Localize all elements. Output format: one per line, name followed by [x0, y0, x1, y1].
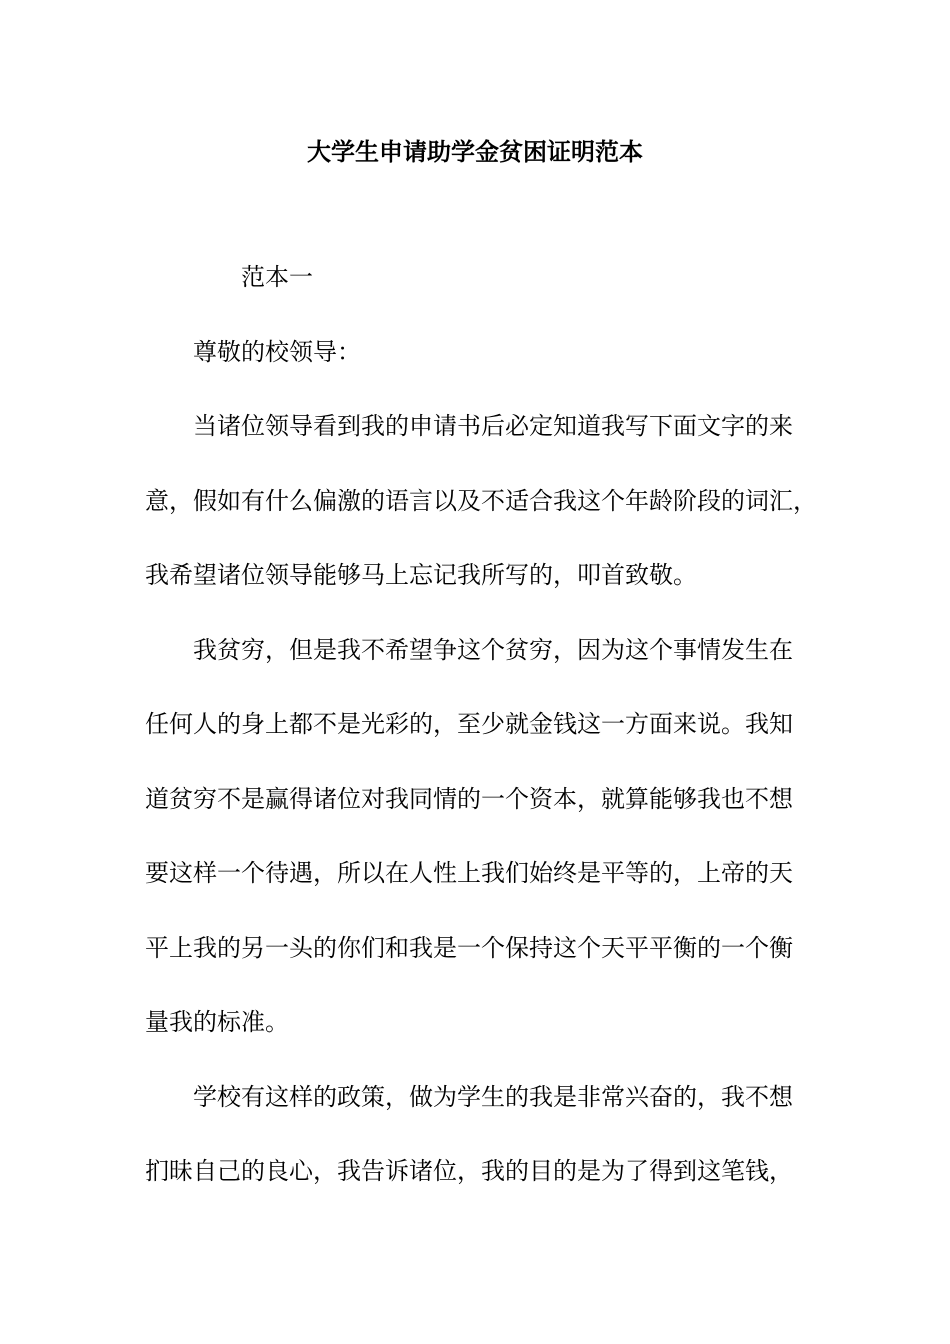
paragraph-2-line-3: 道贫穷不是赢得诸位对我同情的一个资本，就算能够我也不想 — [145, 785, 793, 813]
paragraph-1-line-2: 意，假如有什么偏激的语言以及不适合我这个年龄阶段的词汇， — [145, 487, 817, 515]
paragraph-2-line-4: 要这样一个待遇，所以在人性上我们始终是平等的，上帝的天 — [145, 859, 793, 887]
paragraph-2-line-2: 任何人的身上都不是光彩的，至少就金钱这一方面来说。我知 — [145, 710, 793, 738]
salutation: 尊敬的校领导： — [193, 338, 361, 366]
document-title: 大学生申请助学金贫困证明范本 — [307, 137, 643, 166]
paragraph-2-line-6: 量我的标准。 — [145, 1008, 289, 1036]
paragraph-3-line-2: 扪昧自己的良心，我告诉诸位，我的目的是为了得到这笔钱， — [145, 1157, 793, 1185]
section-label: 范本一 — [241, 263, 313, 291]
paragraph-2-line-5: 平上我的另一头的你们和我是一个保持这个天平平衡的一个衡 — [145, 934, 793, 962]
paragraph-3-line-1: 学校有这样的政策，做为学生的我是非常兴奋的，我不想 — [193, 1083, 793, 1111]
paragraph-2-line-1: 我贫穷，但是我不希望争这个贫穷，因为这个事情发生在 — [193, 636, 793, 664]
paragraph-1-line-3: 我希望诸位领导能够马上忘记我所写的，叩首致敬。 — [145, 561, 697, 589]
paragraph-1-line-1: 当诸位领导看到我的申请书后必定知道我写下面文字的来 — [193, 412, 793, 440]
